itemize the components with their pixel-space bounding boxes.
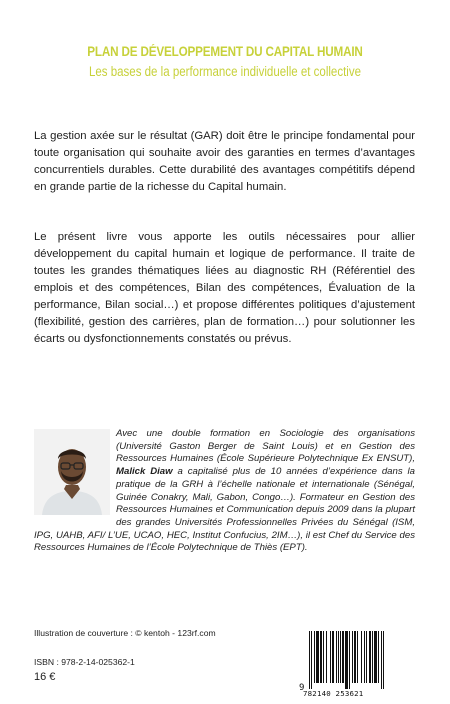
barcode-bar xyxy=(338,631,339,683)
barcode-bar xyxy=(330,631,331,683)
barcode-bar xyxy=(340,631,341,683)
barcode-bar xyxy=(364,631,365,683)
author-name: Malick Diaw xyxy=(116,466,173,478)
cover-credit: Illustration de couverture : © kentoh - 123rf.com xyxy=(34,628,216,638)
barcode-digits: 782140 253621 xyxy=(303,689,364,698)
summary-paragraph-2: Le présent livre vous apporte les outils nécessaires pour allier développement du capital humain et logique de performance. Il traite de toutes les grandes thématiques liées au diagnostic RH (Référentiel des emplois et des compétences, Bilan des compétences, Évaluation de la performance, Bilan social…) et propose différentes politiques d’ajustement (flexibilité, gestion des carrières, plan de formation…) pour solutionner les écarts ou dysfonctionnements constatés ou prévus. xyxy=(34,231,415,345)
barcode-bar xyxy=(378,631,379,683)
barcode-bar xyxy=(354,631,356,683)
barcode-bar xyxy=(374,631,377,683)
isbn: ISBN : 978-2-14-025362-1 xyxy=(34,657,135,667)
barcode-bar xyxy=(345,631,348,689)
barcode-bar xyxy=(314,631,315,683)
barcode-lead-digit: 9 xyxy=(299,683,305,693)
book-title: PLAN DE DÉVELOPPEMENT DU CAPITAL HUMAIN xyxy=(87,44,363,59)
barcode-bar xyxy=(316,631,319,683)
barcode-bar xyxy=(332,631,334,683)
barcode-bar xyxy=(381,631,382,689)
barcode-bar xyxy=(309,631,310,689)
barcode-bar xyxy=(326,631,327,683)
barcode-bar xyxy=(323,631,324,683)
author-bio-intro: Avec une double formation en Sociologie des organisations (Université Gaston Berger de Saint Louis) et en Gestion des Ressources Humaines (École Supérieure Polytechnique Ex ENSUT), xyxy=(116,428,415,465)
barcode-bar xyxy=(361,631,362,683)
barcode-bar xyxy=(383,631,384,689)
author-photo xyxy=(34,429,110,515)
barcode-bar xyxy=(342,631,344,683)
barcode-bar xyxy=(372,631,373,683)
summary-paragraph-1: La gestion axée sur le résultat (GAR) doit être le principe fondamental pour toute organisation qui souhaite avoir des garanties en termes d’avantages concurrentiels durables. Cette durabilité des avantages compétitifs dépend en grande partie de la richesse du Capital humain. xyxy=(34,130,415,193)
barcode-bar xyxy=(366,631,367,683)
barcode-bar xyxy=(369,631,371,683)
barcode xyxy=(307,631,417,689)
barcode-bar xyxy=(352,631,353,683)
barcode-bar xyxy=(357,631,358,683)
author-bio-body: a capitalisé plus de 10 années d’expérience dans la pratique de la GRH à l’échelle nationale et internationale (Sénégal, Guinée Conakry, Mali, Gabon, Congo…). Formateur en Gestion des Ressources Humaines et Communication depuis 2009 dans la plupart des grandes Universités Professionnelles Privées du Sénégal (ISM, IPG, UAHB, AFI/ L’UE, UCAO, HEC, Institut Confucius, 2IM…), il est Chef du Service des Ressources Humaines de l’École Polytechnique de Thiès (EPT). xyxy=(34,466,415,554)
barcode-bar xyxy=(349,631,350,689)
book-subtitle: Les bases de la performance individuelle et collective xyxy=(88,64,362,79)
barcode-bar xyxy=(320,631,322,683)
price: 16 € xyxy=(34,671,56,683)
barcode-bar xyxy=(336,631,337,683)
barcode-bar xyxy=(311,631,312,689)
